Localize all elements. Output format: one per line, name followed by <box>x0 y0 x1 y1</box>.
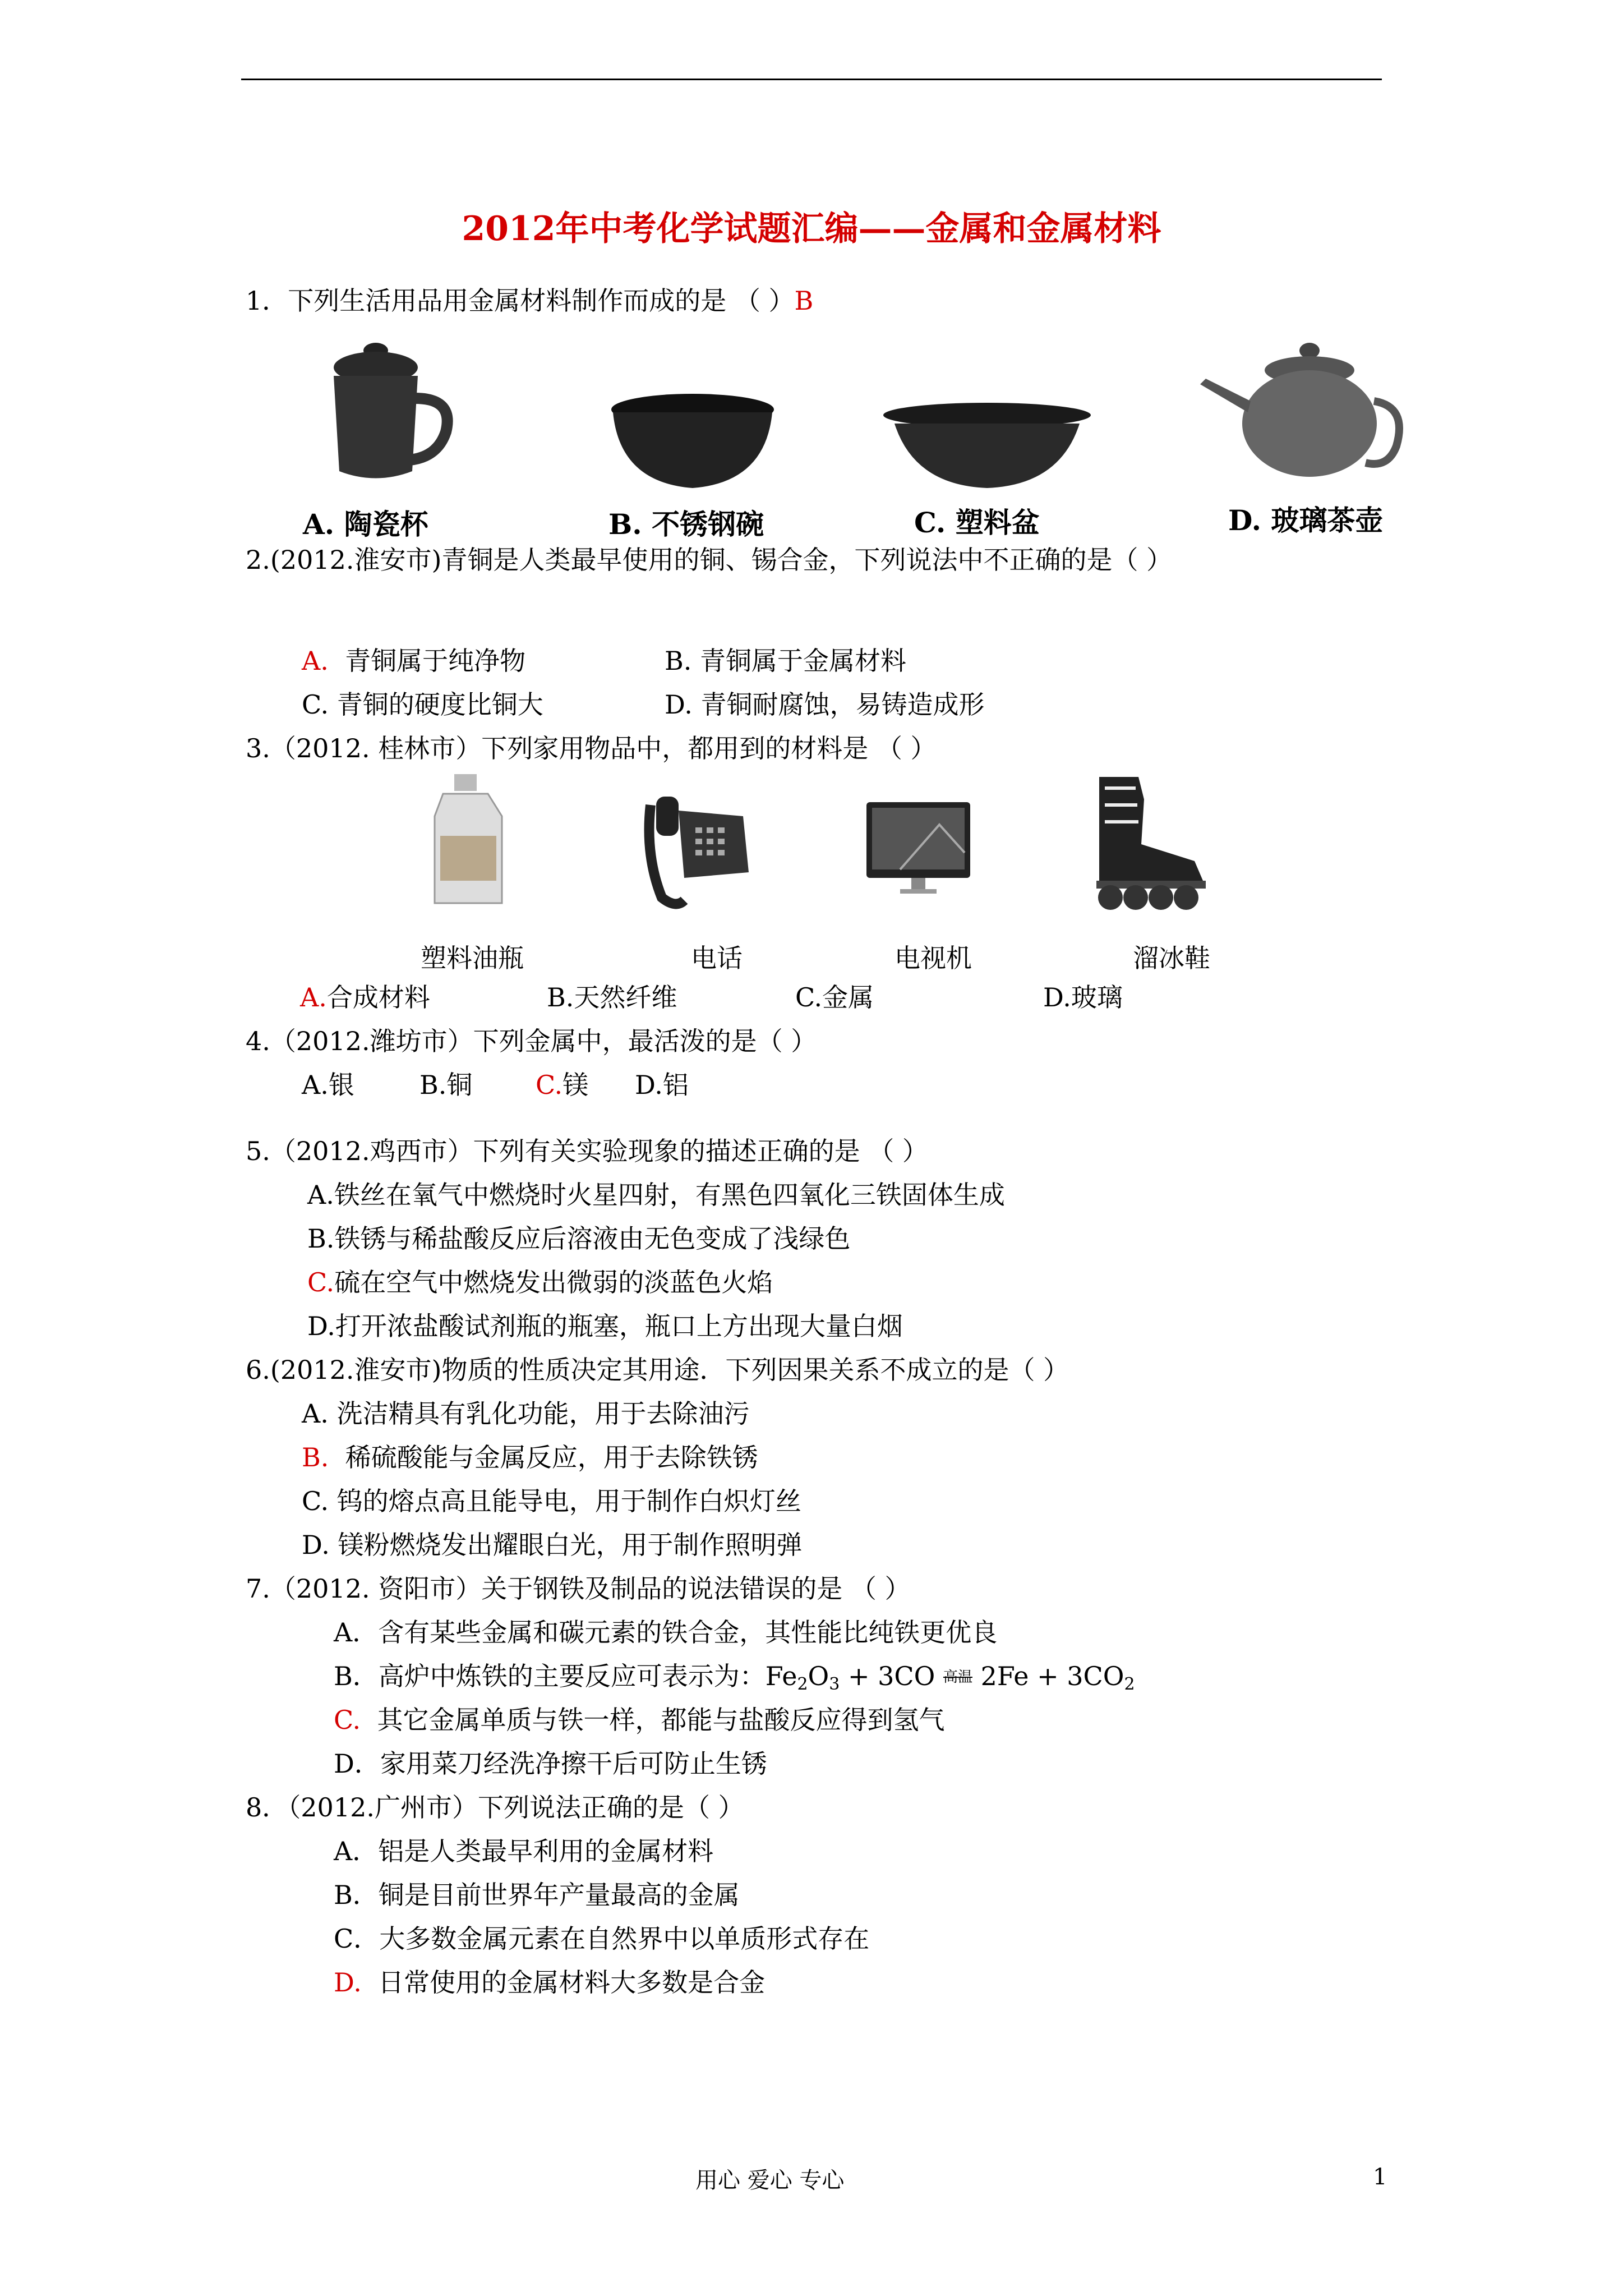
q7-subscript-2: 3 <box>829 1674 840 1694</box>
q8-option-c: C．大多数金属元素在自然界中以单质形式存在 <box>334 1924 870 1954</box>
q7-reaction-condition: 高温 <box>943 1669 972 1686</box>
q6-option-b-text: 稀硫酸能与金属反应，用于去除铁锈 <box>345 1442 758 1473</box>
q3-option-a-text: 合成材料 <box>326 982 430 1013</box>
q5-option-a: A.铁丝在氧气中燃烧时火星四射，有黑色四氧化三铁固体生成 <box>307 1180 1005 1210</box>
question-2: 2.(2012.淮安市)青铜是人类最早使用的铜、锡合金，下列说法中不正确的是（ ） <box>246 545 1173 575</box>
q6-option-d: D. 镁粉燃烧发出耀眼白光，用于制作照明弹 <box>302 1530 803 1560</box>
q2-option-a-letter: A. <box>302 646 329 676</box>
header-rule <box>241 79 1382 80</box>
question-7: 7.（2012. 资阳市）关于钢铁及制品的说法错误的是 （ ） <box>246 1573 911 1604</box>
q4-option-b: B.铜 <box>419 1070 473 1100</box>
footer-motto: 用心 爱心 专心 <box>695 2168 845 2193</box>
page-title: 2012年中考化学试题汇编——金属和金属材料 <box>462 209 1161 249</box>
q3-label-oil-bottle: 塑料油瓶 <box>421 943 524 973</box>
q6-option-b <box>302 1442 758 1473</box>
q7-option-d: D．家用菜刀经洗净擦干后可防止生锈 <box>334 1749 767 1779</box>
q2-option-a-text: 青铜属于纯净物 <box>345 646 526 676</box>
q2-option-c: C. 青铜的硬度比铜大 <box>302 689 543 720</box>
q4-option-c-letter: C. <box>536 1070 563 1100</box>
q4-option-d: D.铝 <box>635 1070 689 1100</box>
q7-formula-o: O <box>808 1661 829 1691</box>
q3-label-telephone: 电话 <box>691 943 743 973</box>
q2-option-a <box>302 645 525 677</box>
q4-option-a: A.银 <box>302 1070 354 1100</box>
roller-skate-image <box>1077 777 1223 912</box>
stainless-bowl-image <box>608 393 777 494</box>
television-image <box>866 802 973 898</box>
q2-option-d: D. 青铜耐腐蚀，易铸造成形 <box>665 689 985 720</box>
q1-option-d: D. 玻璃茶壶 <box>1228 504 1384 537</box>
q7-option-a: A．含有某些金属和碳元素的铁合金，其性能比纯铁更优良 <box>334 1617 998 1648</box>
question-3: 3.（2012. 桂林市）下列家用物品中，都用到的材料是 （ ） <box>246 733 937 763</box>
q4-option-c-text: 镁 <box>562 1070 589 1100</box>
q8-option-d-text: 日常使用的金属材料大多数是合金 <box>378 1967 766 1998</box>
q1-option-b: B. 不锈钢碗 <box>608 508 764 541</box>
q5-option-c-letter: C. <box>307 1267 335 1297</box>
q6-option-b-letter: B. <box>302 1442 329 1473</box>
page-number: 1 <box>1373 2164 1387 2190</box>
q3-option-d: D.玻璃 <box>1043 982 1123 1013</box>
q6-option-a: A. 洗洁精具有乳化功能，用于去除油污 <box>302 1398 750 1429</box>
q7-subscript-1: 2 <box>797 1674 808 1694</box>
q7-option-b-text: B．高炉中炼铁的主要反应可表示为：Fe <box>334 1661 797 1691</box>
question-1 <box>246 285 813 316</box>
q3-option-a-letter: A. <box>300 982 327 1013</box>
q3-option-b: B.天然纤维 <box>547 982 677 1013</box>
q6-option-c: C. 钨的熔点高且能导电，用于制作白炽灯丝 <box>302 1486 801 1516</box>
question-5: 5.（2012.鸡西市）下列有关实验现象的描述正确的是 （ ） <box>246 1136 928 1166</box>
q7-option-c <box>334 1704 944 1736</box>
q7-subscript-3: 2 <box>1124 1674 1135 1694</box>
q8-option-a: A．铝是人类最早利用的金属材料 <box>334 1836 714 1866</box>
q3-label-television: 电视机 <box>895 943 972 973</box>
q4-option-c <box>536 1069 588 1101</box>
oil-bottle-image <box>426 774 510 909</box>
q8-option-b: B．铜是目前世界年产量最高的金属 <box>334 1880 740 1910</box>
q3-label-roller-skate: 溜冰鞋 <box>1133 943 1210 973</box>
q7-formula-co: + 3CO <box>840 1661 943 1691</box>
q5-option-d: D.打开浓盐酸试剂瓶的瓶塞，瓶口上方出现大量白烟 <box>307 1311 903 1341</box>
q1-option-a: A. 陶瓷杯 <box>303 508 428 541</box>
q1-option-c: C. 塑料盆 <box>914 506 1040 539</box>
q7-option-c-text: 其它金属单质与铁一样，都能与盐酸反应得到氢气 <box>377 1705 945 1735</box>
q3-option-c: C.金属 <box>795 982 874 1013</box>
q8-option-d <box>334 1967 765 1998</box>
question-6: 6.(2012.淮安市)物质的性质决定其用途．下列因果关系不成立的是（ ） <box>246 1355 1069 1385</box>
plastic-basin-image <box>880 401 1094 491</box>
q7-option-c-letter: C. <box>334 1705 361 1735</box>
q7-option-b <box>334 1660 1135 1700</box>
q8-option-d-letter: D. <box>334 1967 362 1998</box>
question-1-text: 1．下列生活用品用金属材料制作而成的是 （ ） <box>246 286 795 316</box>
question-1-answer: B <box>794 286 814 316</box>
q3-option-a <box>300 982 430 1013</box>
question-4: 4.（2012.潍坊市）下列金属中，最活泼的是（ ） <box>246 1026 817 1056</box>
telephone-image <box>645 788 751 909</box>
glass-teapot-image <box>1195 339 1408 491</box>
porcelain-cup-image <box>314 337 460 488</box>
question-8: 8．（2012.广州市）下列说法正确的是（ ） <box>246 1792 744 1823</box>
q2-option-b: B. 青铜属于金属材料 <box>665 646 907 676</box>
q7-formula-products: 2Fe + 3CO <box>972 1661 1124 1691</box>
q5-option-c-text: 硫在空气中燃烧发出微弱的淡蓝色火焰 <box>334 1267 773 1297</box>
q5-option-c <box>307 1267 773 1298</box>
q5-option-b: B.铁锈与稀盐酸反应后溶液由无色变成了浅绿色 <box>307 1223 851 1254</box>
